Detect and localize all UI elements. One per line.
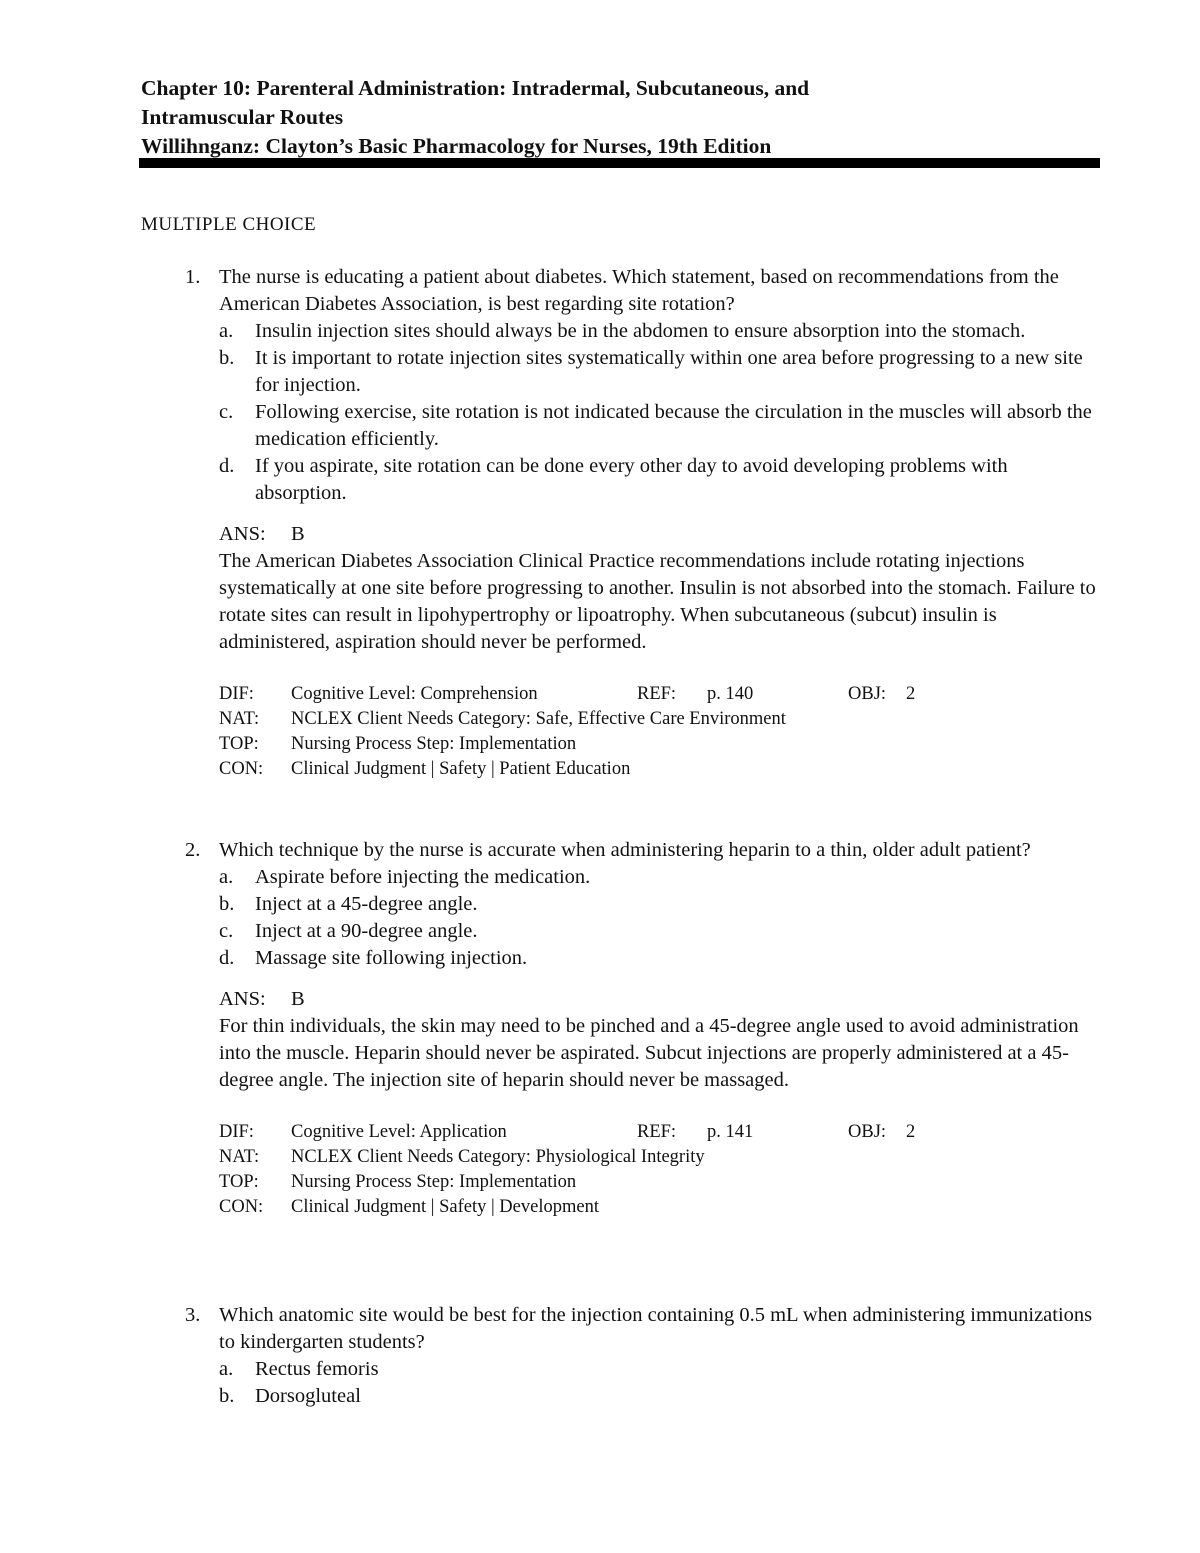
option-text: Rectus femoris [255, 1358, 379, 1380]
option-d [219, 453, 1101, 507]
question-1 [141, 264, 1101, 782]
top-label: TOP: [219, 734, 259, 754]
con-value: Clinical Judgment | Safety | Development [291, 1197, 599, 1217]
ref-value: p. 141 [707, 1122, 754, 1142]
answer-label: ANS: [219, 988, 266, 1010]
chapter-title-line-2: Intramuscular Routes [141, 105, 344, 129]
con-label: CON: [219, 759, 264, 779]
option-letter: d. [219, 947, 235, 969]
option-b [219, 891, 1101, 918]
obj-label: OBJ: [848, 1122, 887, 1142]
ref-value: p. 140 [707, 684, 754, 704]
section-title: MULTIPLE CHOICE [141, 214, 317, 235]
option-text: If you aspirate, site rotation can be done every other day to avoid developing problems with absorption. [255, 455, 1008, 504]
option-d [219, 945, 1101, 972]
option-letter: d. [219, 455, 235, 477]
nat-label: NAT: [219, 1147, 260, 1167]
option-letter: c. [219, 401, 234, 423]
con-value: Clinical Judgment | Safety | Patient Education [291, 759, 631, 779]
question-number: 1. [185, 266, 201, 288]
ref-label: REF: [637, 1122, 677, 1142]
question-number: 2. [185, 839, 201, 861]
answer-label: ANS: [219, 523, 266, 545]
book-title: Willihnganz: Clayton’s Basic Pharmacology for Nurses, 19th Edition [141, 134, 772, 158]
option-c [219, 399, 1101, 453]
question-number: 3. [185, 1304, 201, 1326]
dif-label: DIF: [219, 1122, 254, 1142]
option-text: Dorsogluteal [255, 1385, 361, 1407]
option-b [219, 345, 1101, 399]
option-letter: b. [219, 893, 235, 915]
option-text: Following exercise, site rotation is not indicated because the circulation in the muscles will absorb the medication efficiently. [255, 401, 1092, 450]
header-rule [139, 158, 1100, 168]
option-text: Massage site following injection. [255, 947, 528, 969]
answer-value: B [291, 988, 305, 1010]
nat-value: NCLEX Client Needs Category: Safe, Effective Care Environment [291, 709, 786, 729]
option-letter: a. [219, 1358, 234, 1380]
document-header [141, 74, 1101, 161]
option-letter: b. [219, 1385, 235, 1407]
dif-label: DIF: [219, 684, 254, 704]
option-a [219, 864, 1101, 891]
option-a [219, 1356, 1101, 1383]
top-label: TOP: [219, 1172, 259, 1192]
option-text: Inject at a 90-degree angle. [255, 920, 478, 942]
obj-value: 2 [906, 684, 916, 704]
option-letter: c. [219, 920, 234, 942]
top-value: Nursing Process Step: Implementation [291, 1172, 577, 1192]
option-a [219, 318, 1101, 345]
option-b [219, 1383, 1101, 1410]
option-text: It is important to rotate injection sites systematically within one area before progressing to a new site for injection. [255, 347, 1083, 396]
question-3 [141, 1302, 1101, 1410]
dif-value: Cognitive Level: Application [291, 1122, 507, 1142]
option-letter: a. [219, 320, 234, 342]
question-stem: The nurse is educating a patient about diabetes. Which statement, based on recommendations from the American Diabetes Association, is best regarding site rotation? [219, 266, 1059, 315]
question-metadata [219, 682, 1101, 782]
rationale: For thin individuals, the skin may need to be pinched and a 45-degree angle used to avoid administration into the muscle. Heparin should never be aspirated. Subcut injections are properly administered at a 45-degree angle. The injection site of heparin should never be massaged. [219, 1015, 1079, 1091]
option-text: Insulin injection sites should always be in the abdomen to ensure absorption into the stomach. [255, 320, 1026, 342]
rationale: The American Diabetes Association Clinical Practice recommendations include rotating injections systematically at one site before progressing to another. Insulin is not absorbed into the stomach. Failure to rotate sites can result in lipohypertrophy or lipoatrophy. When subcutaneous (subcut) insulin is administered, aspiration should never be performed. [219, 550, 1096, 653]
answer-line [219, 521, 1101, 548]
nat-value: NCLEX Client Needs Category: Physiological Integrity [291, 1147, 705, 1167]
question-2 [141, 837, 1101, 1220]
option-letter: b. [219, 347, 235, 369]
option-text: Aspirate before injecting the medication. [255, 866, 591, 888]
answer-value: B [291, 523, 305, 545]
nat-label: NAT: [219, 709, 260, 729]
question-stem: Which technique by the nurse is accurate when administering heparin to a thin, older adult patient? [219, 839, 1031, 861]
option-text: Inject at a 45-degree angle. [255, 893, 478, 915]
option-letter: a. [219, 866, 234, 888]
dif-value: Cognitive Level: Comprehension [291, 684, 538, 704]
con-label: CON: [219, 1197, 264, 1217]
question-stem: Which anatomic site would be best for the injection containing 0.5 mL when administering immunizations to kindergarten students? [219, 1304, 1093, 1353]
top-value: Nursing Process Step: Implementation [291, 734, 577, 754]
answer-line [219, 986, 1101, 1013]
option-c [219, 918, 1101, 945]
question-metadata [219, 1120, 1101, 1220]
obj-label: OBJ: [848, 684, 887, 704]
chapter-title-line-1: Chapter 10: Parenteral Administration: Intradermal, Subcutaneous, and [141, 76, 810, 100]
ref-label: REF: [637, 684, 677, 704]
obj-value: 2 [906, 1122, 916, 1142]
